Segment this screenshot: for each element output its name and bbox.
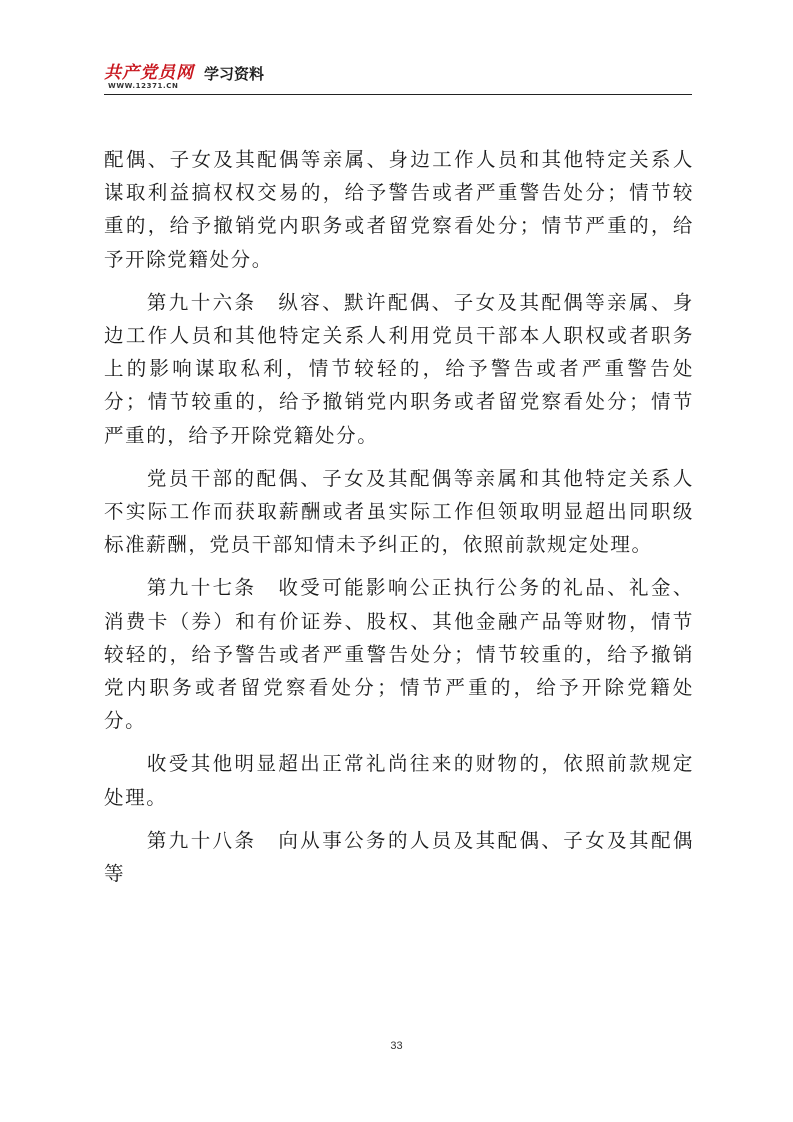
document-body (104, 143, 694, 900)
paragraph: 第九十七条 收受可能影响公正执行公务的礼品、礼金、消费卡（券）和有价证券、股权、其他金融产品等财物，情节较轻的，给予警告或者严重警告处分；情节较重的，给予撤销党内职务或者留党察看处分；情节严重的，给予开除党籍处分。 (104, 576, 694, 733)
paragraph: 配偶、子女及其配偶等亲属、身边工作人员和其他特定关系人谋取利益搞权权交易的，给予警告或者严重警告处分；情节较重的，给予撤销党内职务或者留党察看处分；情节严重的，给予开除党籍处分。 (104, 148, 694, 271)
page-number: 33 (390, 1040, 403, 1052)
header-title: 学习资料 (204, 65, 265, 83)
paragraph: 第九十八条 向从事公务的人员及其配偶、子女及其配偶等 (104, 828, 694, 886)
paragraph: 第九十六条 纵容、默许配偶、子女及其配偶等亲属、身边工作人员和其他特定关系人利用党员干部本人职权或者职务上的影响谋取私利，情节较轻的，给予警告或者严重警告处分；情节较重的，给予撤销党内职务或者留党察看处分；情节严重的，给予开除党籍处分。 (104, 290, 694, 447)
site-logo[interactable]: 共产党员网 (104, 63, 194, 83)
site-url: WWW.12371.CN (108, 82, 179, 90)
paragraph: 收受其他明显超出正常礼尚往来的财物的，依照前款规定处理。 (104, 752, 694, 809)
paragraph: 党员干部的配偶、子女及其配偶等亲属和其他特定关系人不实际工作而获取薪酬或者虽实际工作但领取明显超出同职级标准薪酬，党员干部知情未予纠正的，依照前款规定处理。 (104, 466, 694, 557)
page-header (104, 50, 694, 96)
header-divider (104, 94, 692, 95)
